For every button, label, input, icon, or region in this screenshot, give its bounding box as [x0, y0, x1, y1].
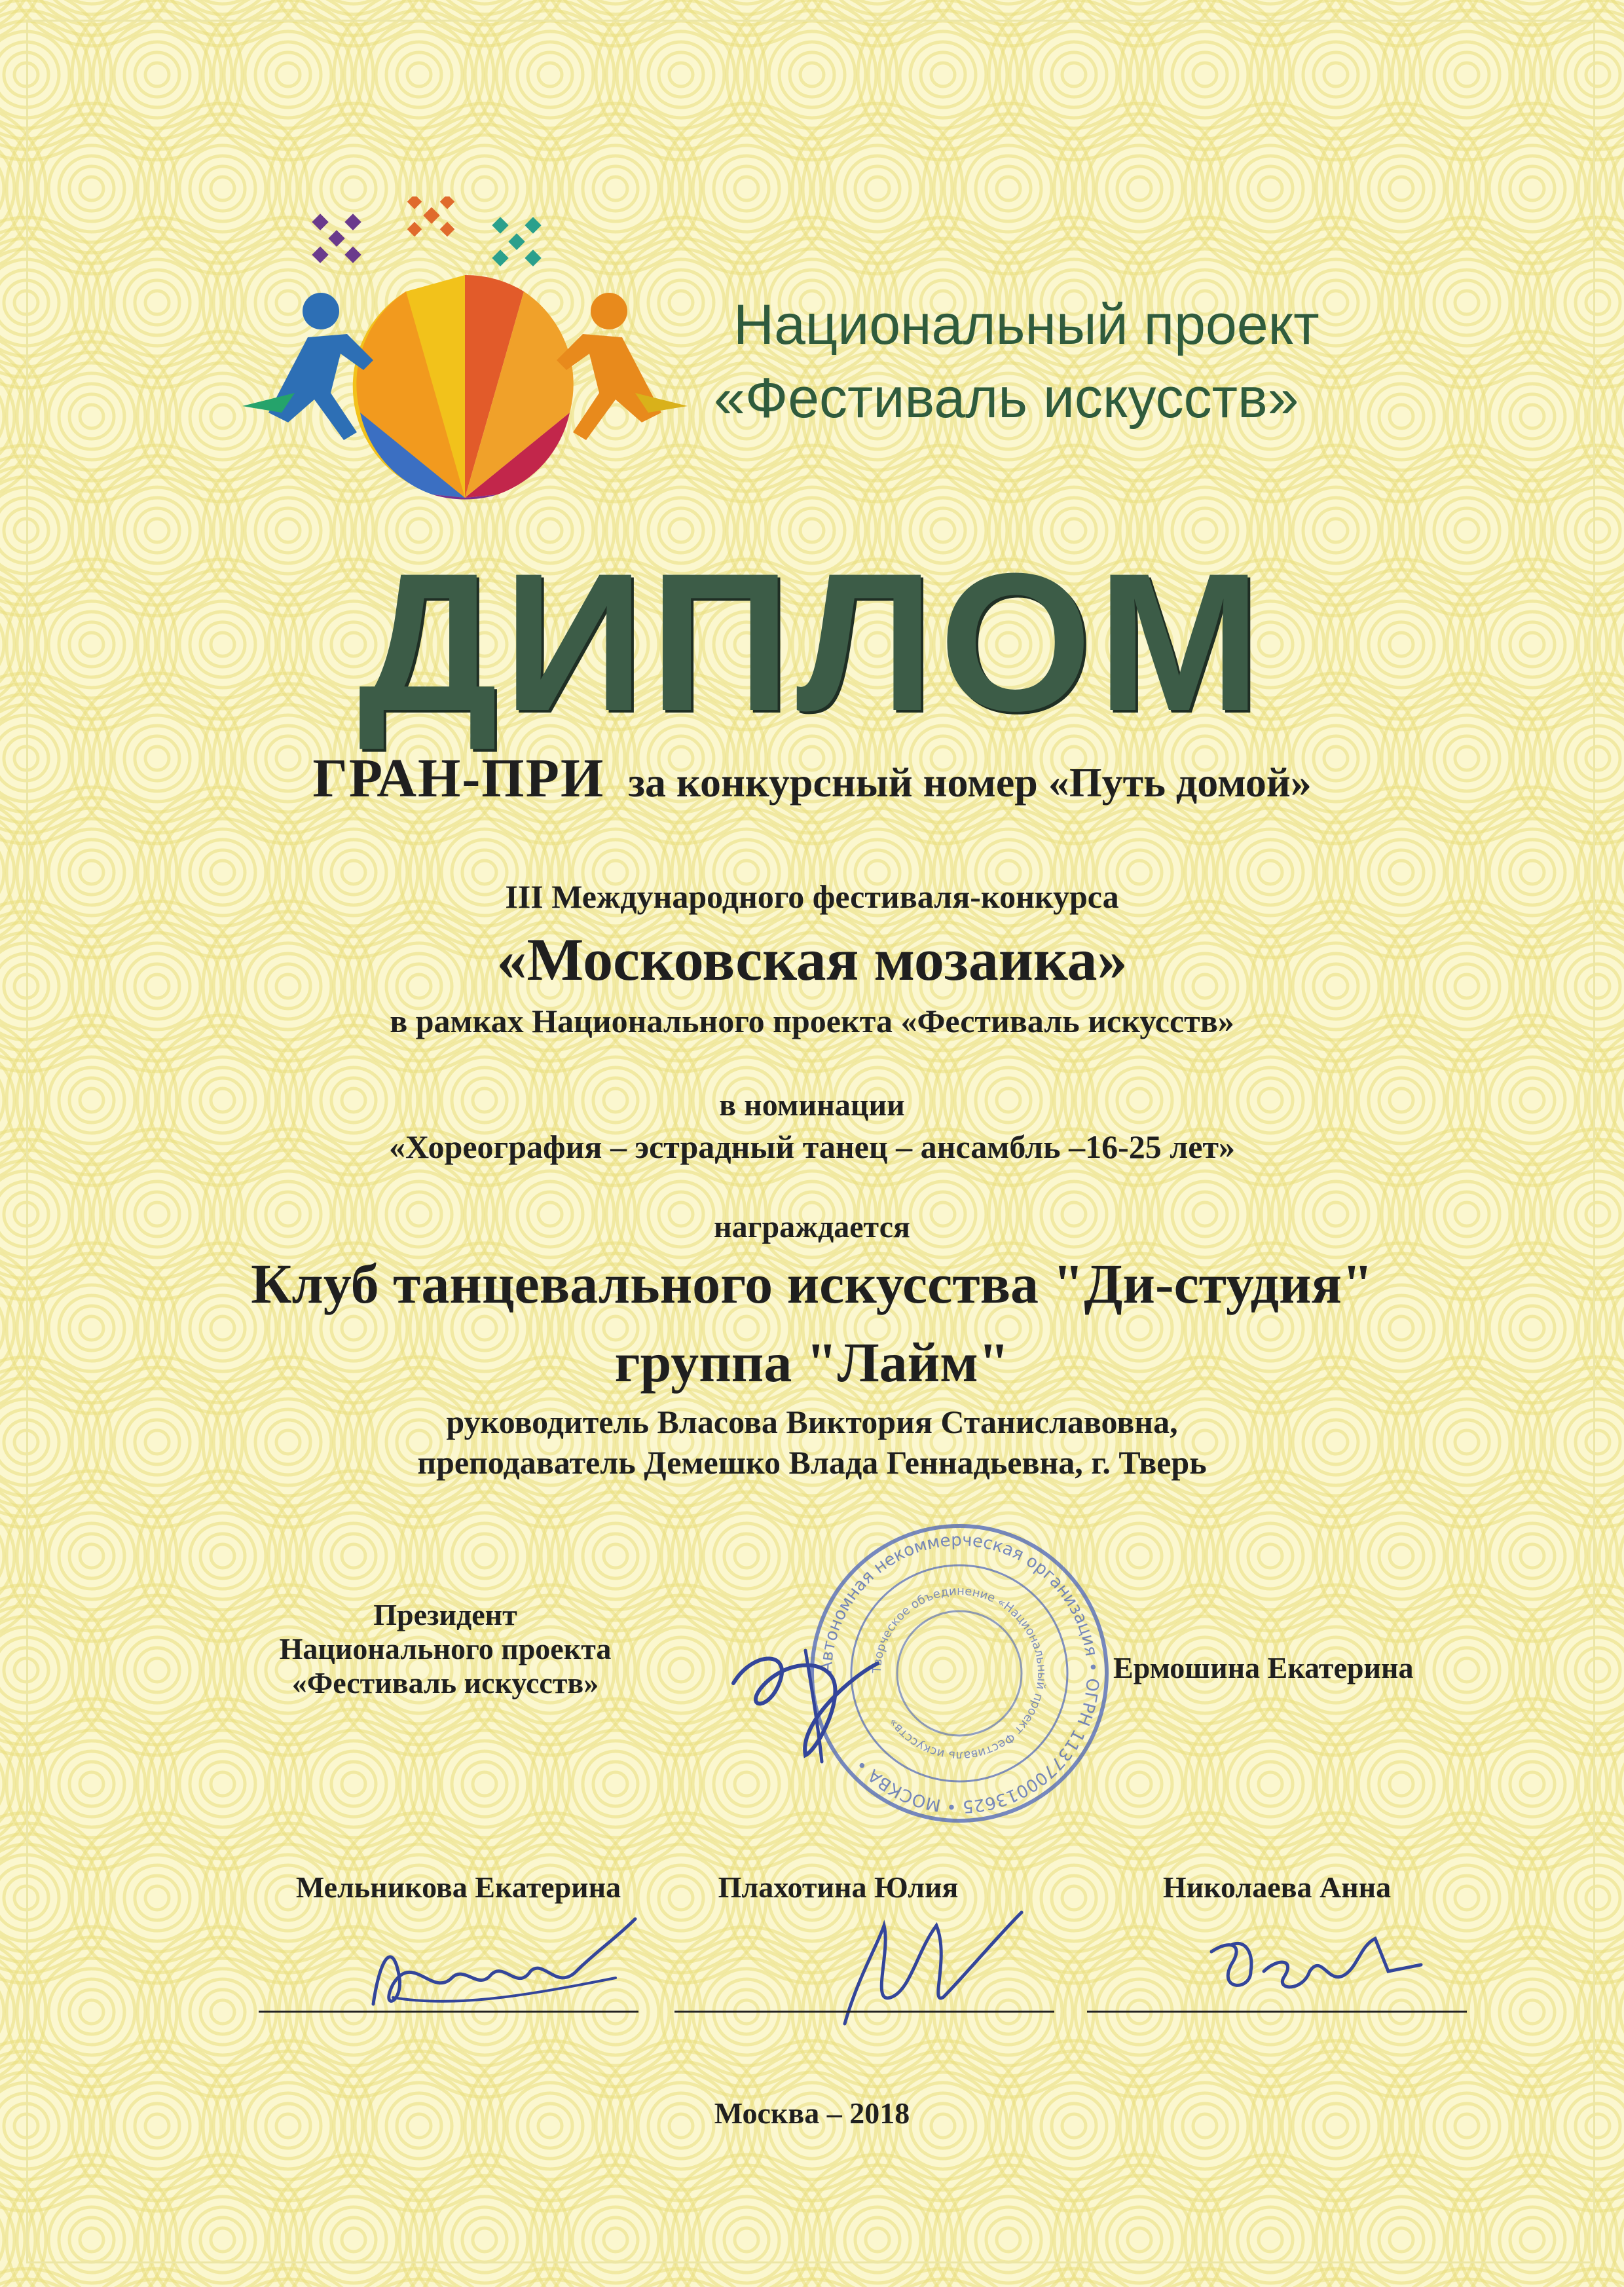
star-icon: [312, 214, 361, 263]
award-text: за конкурсный номер «Путь домой»: [628, 759, 1312, 806]
jury-name-2: Плахотина Юлия: [718, 1870, 959, 1904]
signature-line-3: [1087, 2011, 1467, 2013]
dancer-right-icon: [557, 293, 688, 440]
color-wheel-icon: [353, 275, 574, 500]
festival-edition: III Международного фестиваля-конкурса: [505, 878, 1119, 915]
logo-text-line1: Национальный проект: [733, 293, 1320, 356]
president-signature: [707, 1611, 904, 1768]
star-icon: [492, 217, 541, 266]
festival-frame: в рамках Национального проекта «Фестиваль искусств»: [390, 1003, 1234, 1039]
president-line1: Президент: [373, 1598, 517, 1631]
recipient-leader: руководитель Власова Виктория Станиславовна,: [446, 1404, 1178, 1440]
festival-name: «Московская мозаика»: [496, 926, 1128, 993]
footer-place-year: Москва – 2018: [714, 2096, 910, 2130]
awarded-label: награждается: [714, 1210, 910, 1244]
recipient-group: группа "Лайм": [614, 1331, 1010, 1394]
festival-logo-icon: [242, 196, 688, 511]
nomination-label: в номинации: [719, 1088, 905, 1123]
grand-prix-label: ГРАН-ПРИ: [312, 748, 605, 809]
diploma-title: ДИПЛОМ: [358, 532, 1266, 752]
signature-line-1: [259, 2011, 638, 2013]
dancer-left-icon: [242, 293, 373, 440]
award-line: [0, 747, 1624, 810]
svg-text:Творческое объединение «Национ: Творческое объединение «Национальный проект Фестиваль искусств»: [870, 1584, 1049, 1763]
svg-text:Автономная некоммерческая орга: Автономная некоммерческая организация • ОГРН 1137700013625 • МОСКВА •: [816, 1530, 1103, 1817]
recipient-name: Клуб танцевального искусства "Ди-студия": [251, 1252, 1373, 1315]
jury-name-1: Мельникова Екатерина: [295, 1870, 621, 1904]
nomination-value: «Хореография – эстрадный танец – ансамбль –16-25 лет»: [388, 1128, 1236, 1165]
star-icon: [407, 196, 455, 236]
recipient-teacher: преподаватель Демешко Влада Геннадьевна, г. Тверь: [417, 1444, 1207, 1481]
president-line3: «Фестиваль искусств»: [291, 1666, 599, 1700]
president-title: [236, 1598, 655, 1700]
signature-line-2: [674, 2011, 1054, 2013]
logo-text-line2: «Фестиваль искусств»: [714, 367, 1299, 430]
jury-name-3: Николаева Анна: [1162, 1870, 1392, 1904]
president-line2: Национального проекта: [279, 1632, 612, 1665]
president-name: Ермошина Екатерина: [1113, 1651, 1414, 1684]
